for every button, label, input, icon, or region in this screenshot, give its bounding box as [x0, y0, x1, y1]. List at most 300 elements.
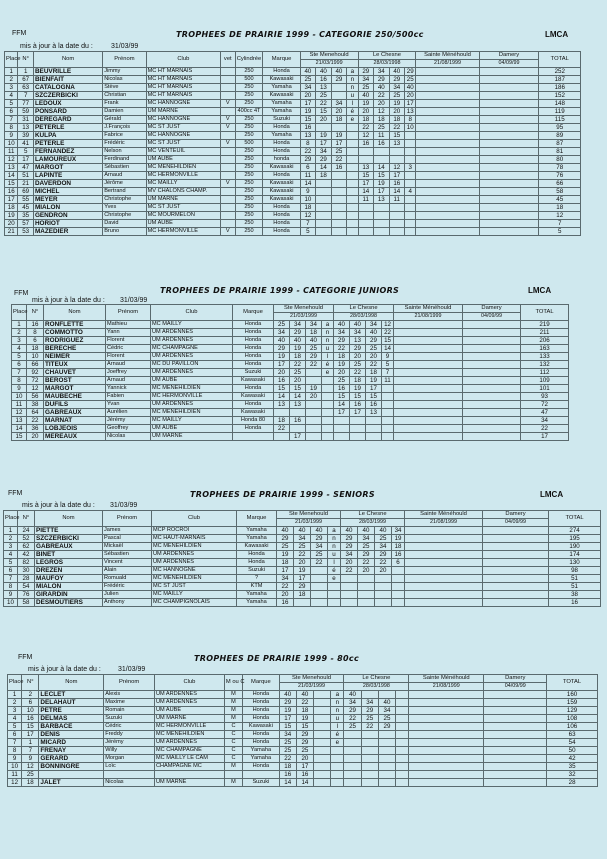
name-cell: GERARD	[39, 755, 104, 763]
number-cell: 72	[27, 377, 44, 385]
score-cell	[314, 763, 331, 771]
score-cell	[416, 188, 479, 196]
total-cell: 159	[547, 699, 598, 707]
score-cell	[314, 715, 331, 723]
score-cell: 29	[389, 76, 405, 84]
place-cell: 10	[5, 140, 18, 148]
name-cell: LEGROS	[35, 559, 103, 567]
name-cell: MICARD	[39, 739, 104, 747]
club-cell: MC MOURMELON	[146, 212, 220, 220]
firstname-cell: Mickaël	[103, 543, 152, 551]
score-cell: 19	[392, 535, 405, 543]
place-cell: 1	[8, 691, 22, 699]
score-cell	[416, 196, 479, 204]
place-cell: 7	[4, 575, 18, 583]
number-cell: 9	[22, 755, 39, 763]
name-cell: MAUFOY	[35, 575, 103, 583]
place-cell: 11	[12, 401, 27, 409]
column-header: Nom	[33, 52, 102, 68]
event-date: 21/03/1999	[279, 683, 344, 691]
score-cell: 19	[306, 385, 322, 393]
number-cell: 1	[22, 739, 39, 747]
cylinder-cell: 250	[235, 164, 263, 172]
score-cell	[331, 124, 347, 132]
score-cell: 34	[306, 321, 322, 329]
score-cell: 10	[405, 124, 416, 132]
firstname-cell: Jérôme	[103, 180, 146, 188]
score-cell	[479, 156, 539, 164]
category-cell: M	[224, 691, 242, 699]
score-cell	[358, 228, 374, 236]
update-date: 31/03/99	[111, 43, 139, 50]
firstname-cell: Fabien	[106, 393, 151, 401]
score-cell: 25	[306, 345, 322, 353]
name-cell: JALET	[39, 779, 104, 787]
club-cell: MC MENEHILDIEN	[146, 164, 220, 172]
brand-cell: Honda	[233, 329, 274, 337]
score-cell	[334, 417, 350, 425]
total-cell: 163	[521, 345, 569, 353]
score-cell	[314, 731, 331, 739]
score-cell	[389, 220, 405, 228]
cylinder-cell: 250	[235, 156, 263, 164]
total-cell: 195	[549, 535, 601, 543]
score-cell: 22	[290, 361, 306, 369]
score-cell	[479, 84, 539, 92]
score-cell: n	[328, 535, 341, 543]
score-cell: 19	[358, 100, 374, 108]
column-header: Club	[146, 52, 220, 68]
score-cell	[341, 575, 358, 583]
table-row	[12, 321, 569, 329]
name-cell: BARBACE	[39, 723, 104, 731]
score-cell	[331, 220, 347, 228]
total-cell: 174	[549, 551, 601, 559]
brand-cell: Honda	[233, 321, 274, 329]
score-cell: 40	[375, 527, 392, 535]
score-cell	[389, 212, 405, 220]
score-cell: 22	[274, 425, 290, 433]
brand-cell: Honda	[263, 124, 300, 132]
total-cell: 160	[547, 691, 598, 699]
score-cell: 25	[279, 747, 296, 755]
category-cell: C	[224, 731, 242, 739]
score-cell: 16	[331, 164, 347, 172]
score-cell	[322, 393, 334, 401]
total-cell: 51	[549, 583, 601, 591]
brand-cell: Honda	[243, 699, 279, 707]
place-cell: 10	[12, 393, 27, 401]
table-row	[12, 377, 569, 385]
club-cell: MC CHAMPAGNE	[151, 345, 233, 353]
table-row	[8, 739, 598, 747]
place-cell: 20	[5, 220, 18, 228]
name-cell: DELMAS	[39, 715, 104, 723]
score-cell: 29	[405, 68, 416, 76]
score-cell	[328, 599, 341, 607]
name-cell: DEREGARD	[33, 116, 102, 124]
score-cell	[341, 583, 358, 591]
name-cell: GIRARDIN	[35, 591, 103, 599]
score-cell	[409, 747, 484, 755]
score-cell: 14	[382, 345, 394, 353]
score-cell: 18	[290, 353, 306, 361]
total-cell: 51	[549, 575, 601, 583]
total-cell: 148	[539, 100, 581, 108]
score-cell	[479, 196, 539, 204]
score-cell	[366, 425, 382, 433]
name-cell: BERECHE	[44, 345, 106, 353]
cylinder-cell: 250	[235, 132, 263, 140]
brand-cell: Suzuki	[237, 567, 277, 575]
score-cell	[396, 763, 409, 771]
name-cell: MAZEDIER	[33, 228, 102, 236]
vet-cell: V	[221, 100, 235, 108]
score-cell	[484, 763, 547, 771]
score-cell: u	[347, 92, 358, 100]
score-cell	[374, 156, 390, 164]
score-cell	[378, 691, 395, 699]
total-cell: 47	[521, 409, 569, 417]
score-cell: 15	[279, 723, 296, 731]
club-cell: MC HAUT-MARNAIS	[152, 535, 237, 543]
place-cell: 9	[12, 385, 27, 393]
firstname-cell: Julien	[103, 591, 152, 599]
brand-cell: Yamaha	[243, 747, 279, 755]
club-cell: UM AUBE	[151, 377, 233, 385]
table-row	[4, 591, 601, 599]
score-cell	[405, 599, 483, 607]
score-cell	[405, 575, 483, 583]
score-cell: 22	[331, 156, 347, 164]
vet-cell	[221, 148, 235, 156]
number-cell: 25	[22, 771, 39, 779]
table-row	[5, 116, 581, 124]
total-cell: 81	[539, 148, 581, 156]
table-row	[12, 393, 569, 401]
table-row	[12, 409, 569, 417]
vet-cell: V	[221, 124, 235, 132]
brand-cell: Kawasaki	[263, 188, 300, 196]
event-date: 28/03/1998	[344, 683, 409, 691]
number-cell: 52	[18, 535, 35, 543]
brand-cell: Yamaha	[263, 100, 300, 108]
score-cell	[394, 393, 463, 401]
score-cell: 18	[389, 116, 405, 124]
club-cell: UM MARNE	[154, 779, 224, 787]
club-cell: CHAMPAGNE MC	[154, 763, 224, 771]
event-header: Le Chesne	[358, 52, 416, 60]
score-cell	[378, 779, 395, 787]
score-cell: 12	[300, 212, 316, 220]
table-row	[8, 763, 598, 771]
score-cell: 25	[344, 723, 361, 731]
name-cell: SZCZERBICKI	[33, 92, 102, 100]
column-header: Nom	[35, 511, 103, 527]
category-cell: M	[224, 763, 242, 771]
total-cell: 115	[539, 116, 581, 124]
firstname-cell: Cédric	[106, 345, 151, 353]
score-cell: u	[331, 715, 344, 723]
table-row	[4, 535, 601, 543]
place-cell: 10	[8, 763, 22, 771]
event-date: 21/08/1999	[409, 683, 484, 691]
score-cell	[484, 779, 547, 787]
score-cell	[344, 779, 361, 787]
org-left: FFM	[12, 30, 27, 37]
place-cell: 3	[8, 707, 22, 715]
club-cell: MC CHAMPIGNOLAIS	[152, 599, 237, 607]
club-cell: MC HT MARNAIS	[146, 92, 220, 100]
score-cell: 40	[296, 691, 313, 699]
event-header: Sainte Ménéhould	[394, 305, 463, 313]
column-header: Prénom	[103, 52, 146, 68]
club-cell: UM MARNE	[146, 108, 220, 116]
org-right: LMCA	[540, 490, 564, 499]
club-cell: MC MAILLY	[152, 591, 237, 599]
club-cell: MC HERMONVILLE	[146, 228, 220, 236]
place-cell: 18	[5, 204, 18, 212]
club-cell: MC MENEHILDIEN	[151, 409, 233, 417]
score-cell	[331, 228, 347, 236]
total-cell: 87	[539, 140, 581, 148]
score-cell: 34	[375, 543, 392, 551]
score-cell: 29	[358, 68, 374, 76]
name-cell: PONSARD	[33, 108, 102, 116]
number-cell: 54	[18, 583, 35, 591]
club-cell: MC HT MARNAIS	[146, 68, 220, 76]
name-cell: MICHEL	[33, 188, 102, 196]
score-cell	[331, 763, 344, 771]
brand-cell: Honda	[233, 425, 274, 433]
cylinder-cell: 250	[235, 188, 263, 196]
score-cell: 34	[366, 321, 382, 329]
club-cell: MC HERMONVILLE	[154, 723, 224, 731]
score-cell	[378, 747, 395, 755]
place-cell: 15	[12, 433, 27, 441]
score-cell	[463, 409, 521, 417]
score-cell	[322, 401, 334, 409]
score-cell	[294, 599, 311, 607]
score-cell	[392, 599, 405, 607]
firstname-cell: Freddy	[104, 731, 155, 739]
brand-cell: Honda	[243, 731, 279, 739]
place-cell: 9	[8, 755, 22, 763]
place-cell: 15	[5, 180, 18, 188]
score-cell	[316, 180, 332, 188]
score-cell: 19	[279, 707, 296, 715]
score-cell	[274, 433, 290, 441]
score-cell: 14	[358, 188, 374, 196]
score-cell	[416, 76, 479, 84]
score-cell: 34	[290, 321, 306, 329]
total-header: TOTAL	[521, 305, 569, 321]
score-cell: a	[328, 527, 341, 535]
score-cell: 25	[358, 543, 375, 551]
total-cell: 95	[539, 124, 581, 132]
number-cell: 30	[18, 567, 35, 575]
table-row	[8, 691, 598, 699]
total-cell: 187	[539, 76, 581, 84]
score-cell: 40	[294, 527, 311, 535]
score-cell	[405, 567, 483, 575]
score-cell: 15	[389, 132, 405, 140]
score-cell: 29	[279, 699, 296, 707]
club-cell: UM AUBE	[154, 707, 224, 715]
score-cell: 15	[334, 393, 350, 401]
score-cell: 22	[306, 361, 322, 369]
brand-cell: Kawasaki	[263, 92, 300, 100]
score-cell	[479, 188, 539, 196]
cylinder-cell: 250	[235, 204, 263, 212]
event-date: 04/09/99	[484, 683, 547, 691]
score-cell: 40	[311, 527, 328, 535]
score-cell	[306, 369, 322, 377]
club-cell: MC ST JUST	[146, 204, 220, 212]
firstname-cell: Arnaud	[106, 377, 151, 385]
firstname-cell: Sébastien	[103, 551, 152, 559]
name-cell: LAPINTE	[33, 172, 102, 180]
score-cell: 25	[361, 715, 378, 723]
section-title: TROPHEES DE PRAIRIE 1999 - 80cc	[194, 654, 359, 663]
column-header: Place	[5, 52, 18, 68]
score-cell	[331, 92, 347, 100]
score-cell: 22	[316, 100, 332, 108]
name-cell: GABREAUX	[44, 409, 106, 417]
header-row	[8, 675, 598, 683]
table-row	[5, 124, 581, 132]
score-cell: 29	[296, 739, 313, 747]
event-date: 28/03/1998	[334, 313, 394, 321]
score-cell: 7	[382, 369, 394, 377]
score-cell	[463, 361, 521, 369]
firstname-cell: Morgan	[104, 755, 155, 763]
club-cell: MC MENEHILDIEN	[151, 385, 233, 393]
number-cell: 17	[22, 731, 39, 739]
place-cell: 3	[12, 337, 27, 345]
firstname-cell: Yves	[103, 204, 146, 212]
score-cell: 3	[405, 164, 416, 172]
name-cell: BINET	[35, 551, 103, 559]
score-cell	[358, 583, 375, 591]
cylinder-cell: 250	[235, 180, 263, 188]
brand-cell: Yamaha	[237, 599, 277, 607]
score-cell: 25	[366, 345, 382, 353]
total-header: TOTAL	[539, 52, 581, 68]
score-cell: 10	[300, 196, 316, 204]
score-cell	[484, 723, 547, 731]
update-date: 31/03/99	[118, 666, 146, 673]
firstname-cell: Jérémy	[104, 739, 155, 747]
name-cell: MEREAUX	[44, 433, 106, 441]
score-cell	[483, 527, 549, 535]
firstname-cell: Arnaud	[106, 361, 151, 369]
total-cell: 18	[539, 204, 581, 212]
table-row	[5, 100, 581, 108]
score-cell: 40	[358, 92, 374, 100]
score-cell	[375, 599, 392, 607]
name-cell: PETERLE	[33, 124, 102, 132]
event-date: 21/03/1999	[277, 519, 341, 527]
score-cell: 29	[344, 707, 361, 715]
event-header: Damery	[463, 305, 521, 313]
club-cell: MC MENEHILDIEN	[152, 543, 237, 551]
score-cell: 13	[405, 108, 416, 116]
score-cell: 19	[277, 551, 294, 559]
firstname-cell: Frédéric	[103, 140, 146, 148]
score-cell	[396, 731, 409, 739]
score-cell: 16	[334, 385, 350, 393]
name-cell	[39, 771, 104, 779]
score-cell	[405, 228, 416, 236]
place-cell: 16	[5, 188, 18, 196]
brand-cell: Honda	[233, 345, 274, 353]
event-header: Damery	[484, 675, 547, 683]
name-cell: PETRE	[39, 707, 104, 715]
firstname-cell: Yann	[106, 329, 151, 337]
vet-cell: V	[221, 140, 235, 148]
score-cell	[479, 100, 539, 108]
score-cell	[479, 180, 539, 188]
name-cell: LEDOUX	[33, 100, 102, 108]
brand-cell: Honda	[233, 401, 274, 409]
score-cell	[409, 779, 484, 787]
score-cell	[389, 148, 405, 156]
number-cell: 13	[18, 124, 34, 132]
score-cell	[347, 204, 358, 212]
name-cell: HORIOT	[33, 220, 102, 228]
cylinder-cell: 500	[235, 140, 263, 148]
score-cell: 16	[392, 551, 405, 559]
update-date: 31/03/99	[110, 502, 138, 509]
club-cell: UM ARDENNES	[151, 353, 233, 361]
score-cell	[314, 723, 331, 731]
score-cell: 16	[296, 771, 313, 779]
club-cell: MC MAILLY	[151, 417, 233, 425]
score-cell	[394, 385, 463, 393]
number-cell: 17	[18, 156, 34, 164]
score-cell	[416, 108, 479, 116]
name-cell: MARNAT	[44, 417, 106, 425]
score-cell	[463, 385, 521, 393]
score-cell	[374, 148, 390, 156]
firstname-cell: Sébastien	[103, 164, 146, 172]
place-cell: 6	[12, 361, 27, 369]
score-cell: 25	[375, 535, 392, 543]
firstname-cell: Bruno	[103, 228, 146, 236]
score-cell	[416, 172, 479, 180]
score-cell	[378, 771, 395, 779]
score-cell: 14	[389, 188, 405, 196]
score-cell: 14	[279, 779, 296, 787]
score-cell	[358, 599, 375, 607]
score-cell: 20	[405, 92, 416, 100]
score-cell: 15	[290, 385, 306, 393]
score-cell: 22	[350, 369, 366, 377]
name-cell: MARGOT	[33, 164, 102, 172]
score-cell	[479, 228, 539, 236]
score-cell: 40	[306, 337, 322, 345]
club-cell: MC DU PAVILLON	[151, 361, 233, 369]
event-date: 04/09/99	[463, 313, 521, 321]
header-row	[5, 52, 581, 60]
score-cell: 25	[274, 321, 290, 329]
score-cell	[358, 212, 374, 220]
score-cell: 25	[405, 76, 416, 84]
score-cell: 29	[350, 345, 366, 353]
name-cell: DENIS	[39, 731, 104, 739]
score-cell	[382, 409, 394, 417]
